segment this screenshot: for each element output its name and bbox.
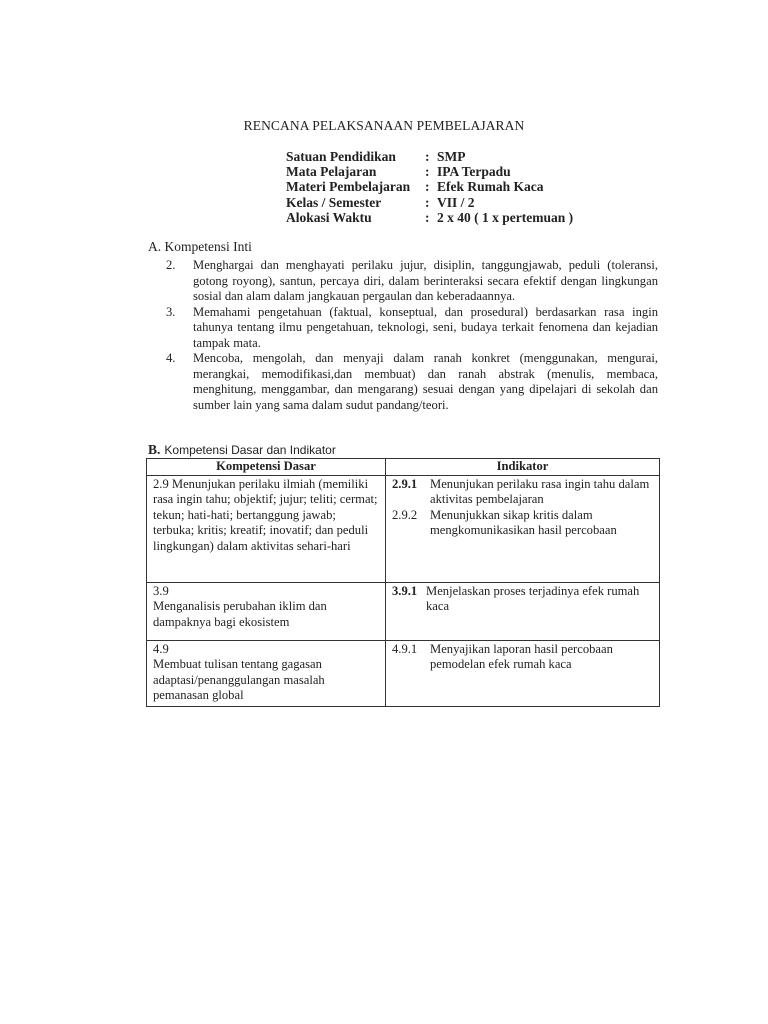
indikator-item bbox=[392, 642, 653, 673]
indikator-text: Menjelaskan proses terjadinya efek rumah kaca bbox=[426, 583, 640, 613]
identity-value: IPA Terpadu bbox=[437, 164, 511, 180]
identity-row bbox=[286, 149, 573, 164]
table-row bbox=[147, 582, 660, 640]
identity-value: Efek Rumah Kaca bbox=[437, 179, 544, 195]
indikator-item bbox=[392, 508, 653, 539]
indikator-text: Menunjukan perilaku rasa ingin tahu dalam aktivitas pembelajaran bbox=[430, 476, 650, 506]
identity-colon: : bbox=[425, 179, 430, 195]
kd-cell: 2.9 Menunjukan perilaku ilmiah (memiliki rasa ingin tahu; objektif; jujur; teliti; cermat; tekun; hati-hati; bertanggung jawab; terbuka; kritis; kreatif; inovatif; dan peduli lingkungan) dalam aktivitas sehari-hari bbox=[147, 475, 386, 582]
identity-label: Satuan Pendidikan bbox=[286, 149, 396, 164]
section-b-label: Kompetensi Dasar dan Indikator bbox=[164, 443, 336, 457]
document-title: RENCANA PELAKSANAAN PEMBELAJARAN bbox=[243, 118, 525, 133]
kd-cell bbox=[147, 640, 386, 706]
indikator-number: 2.9.2 bbox=[392, 507, 418, 522]
kompetensi-inti-list bbox=[166, 258, 658, 413]
list-item-number: 4. bbox=[166, 351, 176, 365]
identity-label: Alokasi Waktu bbox=[286, 209, 372, 225]
identity-colon: : bbox=[425, 194, 430, 210]
section-b-heading bbox=[148, 442, 336, 458]
table-row bbox=[147, 475, 660, 582]
column-header: Indikator bbox=[386, 459, 660, 476]
identity-colon: : bbox=[425, 209, 430, 225]
indikator-item bbox=[392, 584, 653, 615]
identity-row bbox=[286, 164, 573, 179]
identity-colon: : bbox=[425, 164, 430, 180]
indikator-text: Menyajikan laporan hasil percobaan pemodelan efek rumah kaca bbox=[430, 641, 613, 671]
indikator-cell bbox=[386, 640, 660, 706]
identity-colon: : bbox=[425, 149, 430, 164]
kd-number: 4.9 bbox=[153, 641, 169, 656]
identity-row bbox=[286, 179, 573, 194]
list-item-text: Mencoba, mengolah, dan menyaji dalam ranah konkret (menggunakan, mengurai, merangkai, memodifikasi,dan membuat) dan ranah abstrak (menulis, membaca, menghitung, menggambar, dan mengarang) sesuai dengan yang dipelajari di sekolah dan sumber lain yang sama dalam sudut pandang/teori. bbox=[193, 351, 658, 412]
identity-label: Mata Pelajaran bbox=[286, 164, 377, 180]
kd-text: Menganalisis perubahan iklim dan dampaknya bagi ekosistem bbox=[153, 599, 327, 629]
list-item-number: 2. bbox=[166, 258, 176, 272]
identity-row bbox=[286, 210, 573, 225]
identity-row bbox=[286, 195, 573, 210]
column-header: Kompetensi Dasar bbox=[147, 459, 386, 476]
table-header-row bbox=[147, 459, 660, 476]
list-item-text: Menghargai dan menghayati perilaku jujur, disiplin, tanggungjawab, peduli (toleransi, gotong royong), santun, percaya diri, dalam berinteraksi secara efektif dengan lingkungan sosial dan alam dalam jangkauan pergaulan dan keberadaannya. bbox=[193, 258, 658, 303]
indikator-number: 4.9.1 bbox=[392, 641, 418, 656]
indikator-text: Menunjukkan sikap kritis dalam mengkomunikasikan hasil percobaan bbox=[430, 507, 617, 537]
kd-text: Membuat tulisan tentang gagasan adaptasi/penanggulangan masalah pemanasan global bbox=[153, 657, 325, 702]
section-b-letter: B. bbox=[148, 442, 161, 457]
indikator-number: 3.9.1 bbox=[392, 583, 418, 598]
indikator-cell bbox=[386, 475, 660, 582]
list-item bbox=[166, 258, 658, 305]
kd-indikator-table bbox=[146, 458, 660, 707]
identity-label: Materi Pembelajaran bbox=[286, 179, 411, 195]
identity-value: VII / 2 bbox=[437, 194, 475, 210]
table-row bbox=[147, 640, 660, 706]
list-item-text: Memahami pengetahuan (faktual, konseptual, dan prosedural) berdasarkan rasa ingin tahunya tentang ilmu pengetahuan, teknologi, seni, budaya terkait fenomena dan kejadian tampak mata. bbox=[193, 304, 658, 350]
identity-label: Kelas / Semester bbox=[286, 194, 382, 210]
indikator-cell bbox=[386, 582, 660, 640]
kd-number: 3.9 bbox=[153, 583, 169, 598]
identity-value: 2 x 40 ( 1 x pertemuan ) bbox=[437, 209, 574, 225]
indikator-number: 2.9.1 bbox=[392, 476, 418, 491]
list-item bbox=[166, 305, 658, 352]
identity-value: SMP bbox=[437, 149, 466, 164]
identity-block bbox=[286, 149, 573, 225]
section-a-heading: A. Kompetensi Inti bbox=[148, 239, 252, 254]
list-item bbox=[166, 351, 658, 413]
indikator-item bbox=[392, 477, 653, 508]
kd-cell bbox=[147, 582, 386, 640]
list-item-number: 3. bbox=[166, 304, 176, 319]
